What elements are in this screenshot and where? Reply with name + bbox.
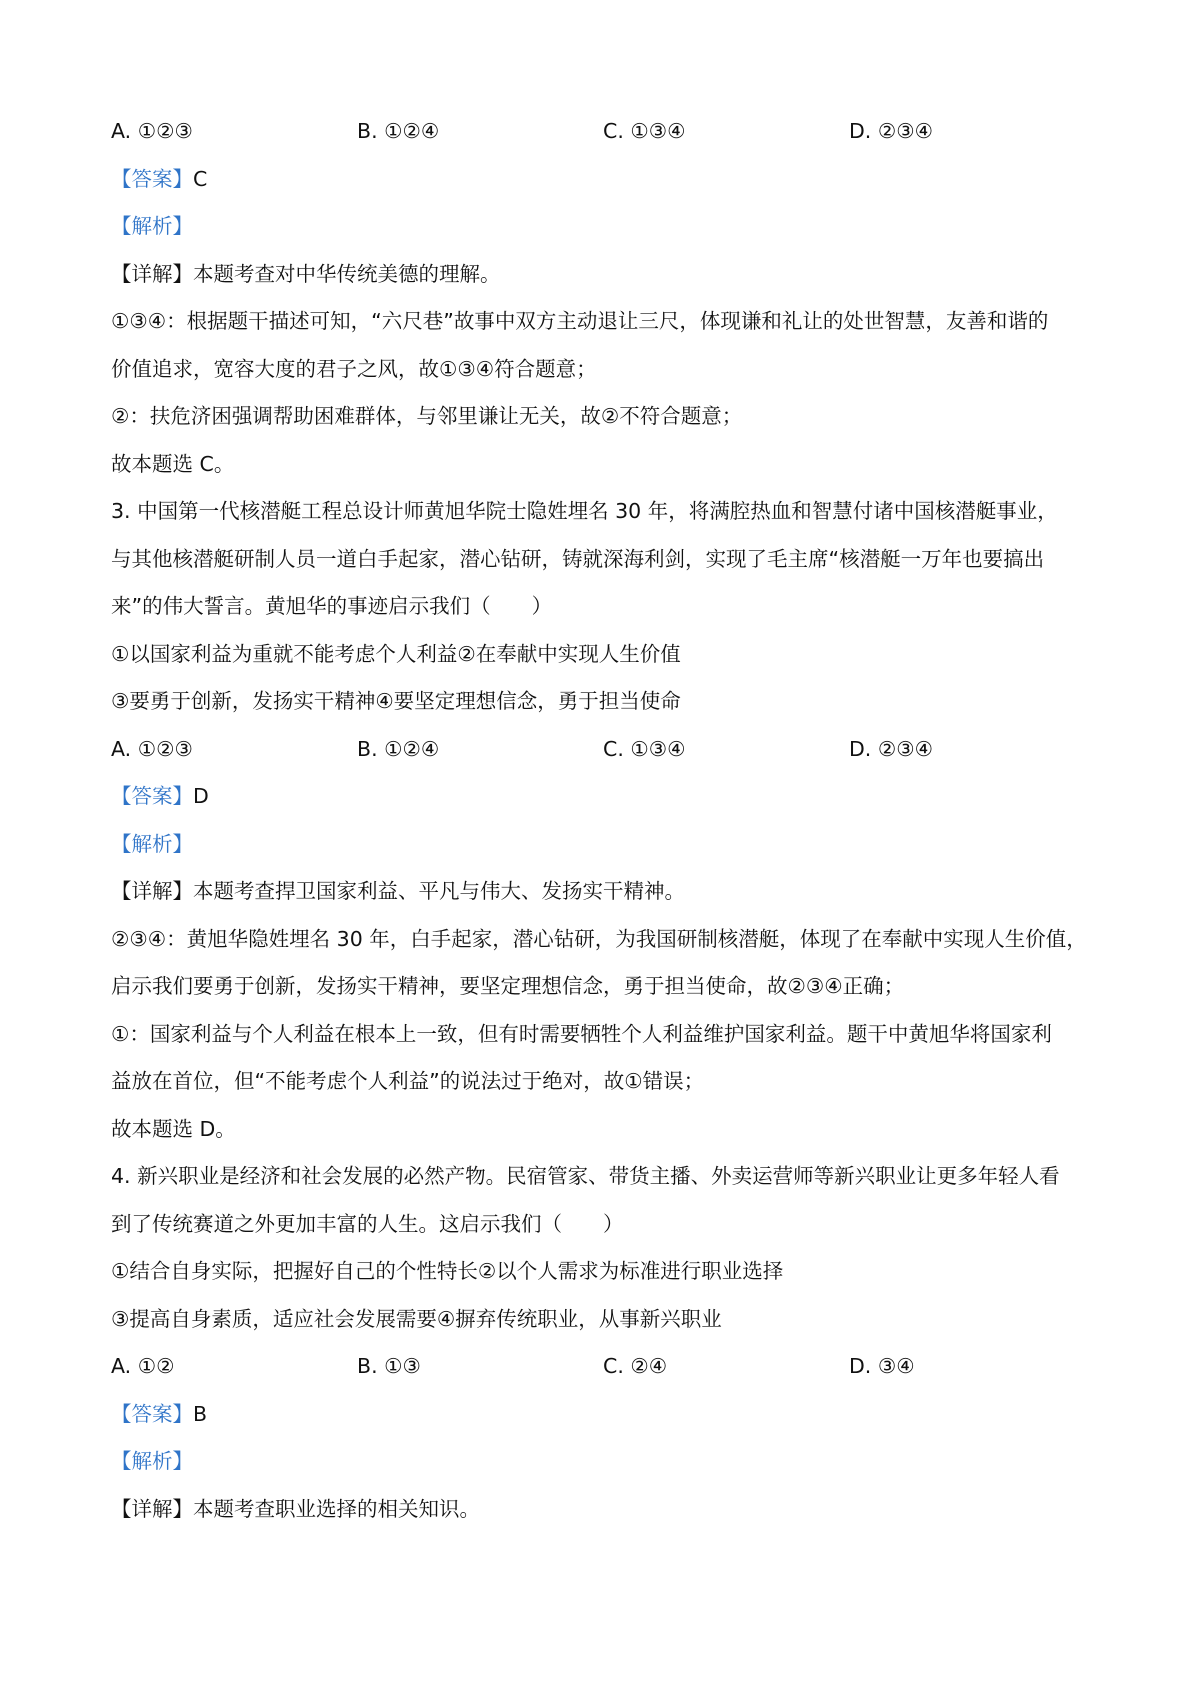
q4-analysis bbox=[111, 1438, 1101, 1486]
option-b: B. ①②④ bbox=[357, 119, 440, 143]
analysis-tag: 【解析】 bbox=[111, 1449, 193, 1473]
option-c: C. ①③④ bbox=[603, 119, 686, 143]
q3-stem-0: 3. 中国第一代核潜艇工程总设计师黄旭华院士隐姓埋名 30 年，将满腔热血和智慧付诸中国核潜艇事业， bbox=[111, 499, 1058, 523]
q3-analysis bbox=[111, 821, 1101, 869]
detail-text: 本题考查职业选择的相关知识。 bbox=[193, 1496, 480, 1521]
answer-tag: 【答案】 bbox=[111, 166, 193, 191]
q2-detail-4: 故本题选 C。 bbox=[111, 451, 235, 476]
option-a: A. ①② bbox=[111, 1354, 175, 1378]
option-a: A. ①②③ bbox=[111, 119, 193, 143]
detail-text: 本题考查对中华传统美德的理解。 bbox=[193, 261, 501, 286]
q3-detail-2: 启示我们要勇于创新，发扬实干精神，要坚定理想信念，勇于担当使命，故②③④正确； bbox=[111, 974, 905, 998]
answer-value: D bbox=[193, 784, 209, 808]
answer-value: C bbox=[193, 166, 208, 191]
q4-options bbox=[111, 1343, 1101, 1391]
detail-text: 本题考查捍卫国家利益、平凡与伟大、发扬实干精神。 bbox=[193, 879, 685, 903]
q3-detail-5: 故本题选 D。 bbox=[111, 1116, 236, 1141]
detail-tag: 【详解】 bbox=[111, 1496, 193, 1521]
q3-stem-2: 来”的伟大誓言。黄旭华的事迹启示我们（ ） bbox=[111, 594, 553, 618]
option-d: D. ③④ bbox=[849, 1354, 915, 1378]
q4-detail-0 bbox=[111, 1486, 1101, 1534]
option-c: C. ②④ bbox=[603, 1354, 668, 1378]
q3-stem-1: 与其他核潜艇研制人员一道白手起家，潜心钻研，铸就深海利剑，实现了毛主席“核潜艇一万年也要搞出 bbox=[111, 546, 1045, 571]
q2-detail-2: 价值追求，宽容大度的君子之风，故①③④符合题意； bbox=[111, 356, 597, 381]
q3-answer bbox=[111, 773, 1101, 821]
detail-tag: 【详解】 bbox=[111, 879, 193, 903]
q3-stem-3: ①以国家利益为重就不能考虑个人利益②在奉献中实现人生价值 bbox=[111, 641, 681, 666]
option-b: B. ①②④ bbox=[357, 736, 440, 761]
document-page bbox=[111, 108, 1101, 1533]
q2-answer bbox=[111, 156, 1101, 204]
q4-stem-3: ③提高自身素质，适应社会发展需要④摒弃传统职业，从事新兴职业 bbox=[111, 1306, 722, 1331]
option-a: A. ①②③ bbox=[111, 736, 193, 761]
option-d: D. ②③④ bbox=[849, 119, 933, 143]
q2-options bbox=[111, 108, 1101, 156]
option-b: B. ①③ bbox=[357, 1354, 421, 1378]
option-c: C. ①③④ bbox=[603, 736, 686, 761]
q3-detail-1: ②③④：黄旭华隐姓埋名 30 年，白手起家，潜心钻研，为我国研制核潜艇，体现了在奉献中实现人生价值， bbox=[111, 926, 1087, 951]
q2-analysis bbox=[111, 203, 1101, 251]
answer-value: B bbox=[193, 1401, 208, 1426]
q3-detail-4: 益放在首位，但“不能考虑个人利益”的说法过于绝对，故①错误； bbox=[111, 1069, 705, 1093]
detail-tag: 【详解】 bbox=[111, 261, 193, 286]
option-d: D. ②③④ bbox=[849, 736, 933, 761]
q2-detail-0 bbox=[111, 251, 1101, 299]
q3-stem-4: ③要勇于创新，发扬实干精神④要坚定理想信念，勇于担当使命 bbox=[111, 689, 681, 713]
q3-options bbox=[111, 726, 1101, 774]
q4-stem-2: ①结合自身实际，把握好自己的个性特长②以个人需求为标准进行职业选择 bbox=[111, 1259, 784, 1283]
analysis-tag: 【解析】 bbox=[111, 214, 193, 238]
q4-stem-1: 到了传统赛道之外更加丰富的人生。这启示我们（ ） bbox=[111, 1211, 624, 1236]
q4-stem-0: 4. 新兴职业是经济和社会发展的必然产物。民宿管家、带货主播、外卖运营师等新兴职业让更多年轻人看 bbox=[111, 1164, 1060, 1188]
q3-detail-3: ①：国家利益与个人利益在根本上一致，但有时需要牺牲个人利益维护国家利益。题干中黄旭华将国家利 bbox=[111, 1021, 1052, 1046]
q3-detail-0 bbox=[111, 868, 1101, 916]
q4-answer bbox=[111, 1391, 1101, 1439]
answer-tag: 【答案】 bbox=[111, 1401, 193, 1426]
q2-detail-1: ①③④：根据题干描述可知，“六尺巷”故事中双方主动退让三尺，体现谦和礼让的处世智慧，友善和谐的 bbox=[111, 309, 1049, 333]
q2-detail-3: ②：扶危济困强调帮助困难群体，与邻里谦让无关，故②不符合题意； bbox=[111, 404, 743, 428]
analysis-tag: 【解析】 bbox=[111, 831, 193, 856]
answer-tag: 【答案】 bbox=[111, 784, 193, 808]
